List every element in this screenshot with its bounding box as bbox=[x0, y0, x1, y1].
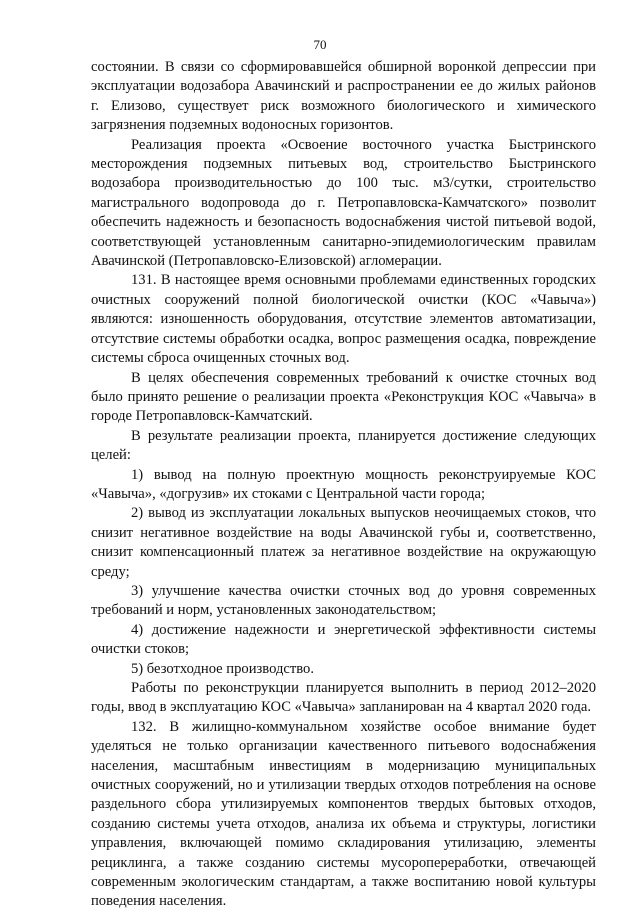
paragraph-131: 131. В настоящее время основными проблемами единственных городских очистных сооружений полной биологической очистки (КОС «Чавыча») являются: изношенность оборудования, отсутствие элементов автоматизации, отсутствие системы обработки осадка, вопрос размещения осадка, повреждение системы сброса очищенных сточных вод. bbox=[91, 272, 596, 367]
paragraph-schedule: Работы по реконструкции планируется выполнить в период 2012–2020 годы, ввод в эксплуатацию КОС «Чавыча» запланирован на 4 квартал 2020 года. bbox=[91, 680, 596, 716]
document-body bbox=[91, 58, 596, 912]
paragraph-goals-intro: В результате реализации проекта, планируется достижение следующих целей: bbox=[91, 427, 596, 464]
list-item-goal-1: 1) вывод на полную проектную мощность реконструируемые КОС «Чавыча», «догрузив» их стоками с Центральной части города; bbox=[91, 466, 596, 502]
paragraph-132: 132. В жилищно-коммунальном хозяйстве особое внимание будет уделяться не только организации качественного питьевого водоснабжения населения, масштабным инвестициям в модернизацию муниципальных очистных сооружений, но и утилизации твердых отходов потребления на основе раздельного сбора утилизируемых компонентов твердых бытовых отходов, созданию системы учета отходов, анализа их объема и структуры, логистики управления, включающей помимо складирования утилизацию, элементы рециклинга, а также созданию системы мусоропереработки, отвечающей современным экологическим стандартам, а также воспитанию новой культуры поведения населения. bbox=[91, 718, 596, 910]
list-item-goal-3: 3) улучшение качества очистки сточных вод до уровня современных требований и норм, установленных законодательством; bbox=[91, 582, 596, 619]
list-item-goal-4: 4) достижение надежности и энергетической эффективности системы очистки стоков; bbox=[91, 621, 596, 658]
list-item-goal-5: 5) безотходное производство. bbox=[131, 660, 314, 677]
list-item-goal-2: 2) вывод из эксплуатации локальных выпусков неочищаемых стоков, что снизит негативное воздействие на воды Авачинской губы и, соответственно, снизит компенсационный платеж за негативное воздействие на окружающую среду; bbox=[91, 505, 596, 580]
page-number: 70 bbox=[313, 37, 327, 52]
paragraph-continued: состоянии. В связи со сформировавшейся обширной воронкой депрессии при эксплуатации водозабора Авачинский и распространении ее до жилых районов г. Елизово, существует риск возможного биологического и химического загрязнения подземных водоносных горизонтов. bbox=[91, 59, 596, 134]
paragraph-reconstruction-decision: В целях обеспечения современных требований к очистке сточных вод было принято решение о реализации проекта «Реконструкция КОС «Чавыча» в городе Петропавловск-Камчатский. bbox=[91, 369, 596, 425]
paragraph-project-bystrinsky: Реализация проекта «Освоение восточного участка Быстринского месторождения подземных питьевых вод, строительство Быстринского водозабора производительностью до 100 тыс. м3/сутки, строительство магистрального водопровода до г. Петропавловска-Камчатского» позволит обеспечить надежность и безопасность водоснабжения чистой питьевой водой, соответствующей установленным санитарно-эпидемиологическим правилам Авачинской (Петропавловско-Елизовской) агломерации. bbox=[91, 136, 596, 270]
